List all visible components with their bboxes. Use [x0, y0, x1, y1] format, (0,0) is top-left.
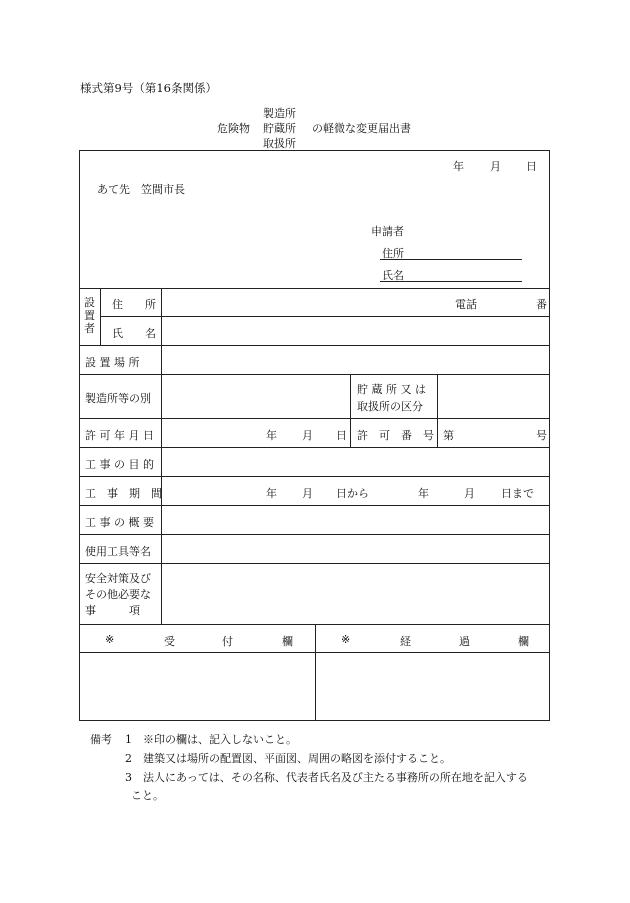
applicant-address-field[interactable]: [380, 259, 522, 260]
installer-address-label: 住 所: [112, 298, 156, 311]
note-item-2: 2 建築又は場所の配置図、平面図、周囲の略図を添付すること。: [125, 752, 451, 765]
rule: [79, 447, 550, 448]
rule: [79, 476, 550, 477]
permit-number-prefix: 第: [443, 429, 454, 442]
rule: [315, 624, 316, 721]
storage-class-label-2: 取扱所の区分: [357, 400, 423, 413]
installer-phone-suffix: 番: [536, 298, 547, 311]
rule: [100, 288, 101, 345]
rule: [79, 345, 550, 346]
permit-date-label: 許 可 年 月 日: [85, 429, 154, 442]
permit-number-label: 許 可 番 号: [357, 429, 434, 442]
period-day-to: 日まで: [501, 487, 534, 500]
date-day: 日: [526, 160, 537, 173]
rule: [100, 316, 550, 317]
rule: [79, 505, 550, 506]
title-option-manufacturing: 製造所: [263, 107, 296, 120]
permit-date-day: 日: [336, 429, 347, 442]
date-month: 月: [490, 160, 501, 173]
permit-number-suffix: 号: [536, 429, 547, 442]
installer-label: 設置者: [84, 296, 95, 335]
rule: [79, 418, 550, 419]
period-label: 工 事 期 間: [85, 487, 162, 500]
rule: [79, 374, 550, 375]
reception-char-3: 欄: [282, 635, 293, 648]
applicant-address-label: 住所: [382, 247, 404, 260]
title-prefix: 危険物: [217, 122, 250, 135]
title-option-handling: 取扱所: [263, 137, 296, 150]
safety-label-1: 安全対策及び: [85, 572, 151, 585]
storage-class-label-1: 貯 蔵 所 又 は: [357, 383, 426, 396]
rule: [79, 288, 550, 289]
progress-char-2: 過: [459, 635, 470, 648]
rule: [79, 534, 550, 535]
period-year-2: 年: [418, 487, 429, 500]
overview-label: 工 事 の 概 要: [85, 516, 154, 529]
rule: [79, 563, 550, 564]
date-year: 年: [453, 160, 464, 173]
installer-phone-label: 電話: [455, 298, 477, 311]
safety-label-3: 事 項: [85, 604, 140, 617]
reception-mark: ※: [105, 633, 115, 646]
note-item-3-continuation: こと。: [131, 789, 164, 802]
progress-mark: ※: [341, 633, 351, 646]
period-month-2: 月: [464, 487, 475, 500]
addressee: あて先 笠間市長: [97, 183, 185, 196]
form-number: 様式第9号（第16条関係）: [80, 81, 217, 95]
notes-label: 備考: [90, 733, 112, 746]
installer-name-label: 氏 名: [112, 327, 156, 340]
rule: [161, 288, 162, 624]
title-option-storage: 貯蔵所: [263, 122, 296, 135]
rule: [437, 374, 438, 447]
applicant-name-label: 氏名: [382, 269, 404, 282]
tools-label: 使用工具等名: [85, 545, 151, 558]
progress-char-3: 欄: [518, 635, 529, 648]
note-item-1: 1 ※印の欄は、記入しないこと。: [125, 733, 297, 746]
purpose-label: 工 事 の 目 的: [85, 458, 154, 471]
safety-label-2: その他必要な: [85, 588, 151, 601]
permit-date-year: 年: [266, 429, 277, 442]
applicant-label: 申請者: [371, 225, 404, 238]
title-suffix: の軽微な変更届出書: [312, 122, 411, 135]
permit-date-month: 月: [302, 429, 313, 442]
facility-type-label: 製造所等の別: [85, 392, 151, 405]
rule: [350, 374, 351, 447]
applicant-name-field[interactable]: [380, 281, 522, 282]
period-year-1: 年: [266, 487, 277, 500]
note-item-3: 3 法人にあっては、その名称、代表者氏名及び主たる事務所の所在地を記入する: [125, 771, 528, 784]
period-day-from: 日から: [336, 487, 369, 500]
reception-char-1: 受: [164, 635, 175, 648]
progress-char-1: 経: [400, 635, 411, 648]
period-month-1: 月: [302, 487, 313, 500]
location-label: 設 置 場 所: [85, 356, 140, 369]
reception-char-2: 付: [222, 635, 233, 648]
